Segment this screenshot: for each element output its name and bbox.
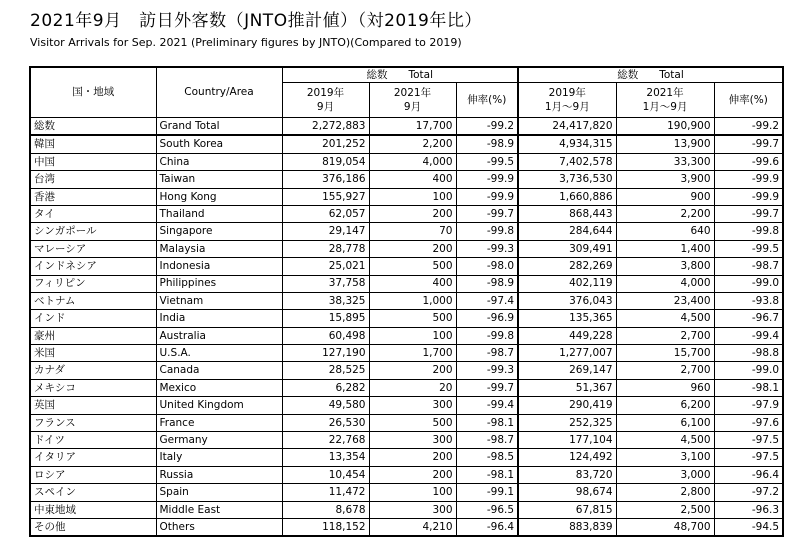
growth-rate-ytd: -96.7: [714, 310, 783, 327]
growth-rate-ytd: -97.6: [714, 414, 783, 431]
country-name-jp: シンガポール: [30, 223, 156, 240]
value-2019-sep: 49,580: [282, 397, 369, 414]
table-row: [30, 501, 783, 518]
table-row: [30, 205, 783, 222]
value-2021-ytd: 6,200: [616, 397, 714, 414]
table-row: [30, 223, 783, 240]
table-row: [30, 310, 783, 327]
growth-rate-ytd: -98.7: [714, 258, 783, 275]
value-2021-ytd: 48,700: [616, 518, 714, 536]
country-name-en: Mexico: [156, 379, 282, 396]
country-name-en: Taiwan: [156, 171, 282, 188]
growth-rate-ytd: -99.0: [714, 275, 783, 292]
table-row: [30, 518, 783, 536]
value-2019-sep: 201,252: [282, 135, 369, 153]
growth-rate-ytd: -96.3: [714, 501, 783, 518]
growth-rate-ytd: -97.9: [714, 397, 783, 414]
value-2021-ytd: 6,100: [616, 414, 714, 431]
value-2019-ytd: 269,147: [518, 362, 616, 379]
value-2019-sep: 29,147: [282, 223, 369, 240]
header-growth: 伸率(%): [456, 83, 518, 118]
value-2021-ytd: 2,700: [616, 362, 714, 379]
value-2019-ytd: 883,839: [518, 518, 616, 536]
growth-rate: -99.3: [456, 362, 518, 379]
value-2021-sep: 500: [369, 258, 456, 275]
growth-rate: -99.9: [456, 188, 518, 205]
country-name-jp: イタリア: [30, 449, 156, 466]
growth-rate-ytd: -99.7: [714, 135, 783, 153]
country-name-en: Singapore: [156, 223, 282, 240]
header-country-en: Country/Area: [156, 67, 282, 118]
value-2019-sep: 2,272,883: [282, 118, 369, 136]
value-2021-sep: 300: [369, 501, 456, 518]
table-row: [30, 258, 783, 275]
country-name-jp: 台湾: [30, 171, 156, 188]
value-2019-ytd: 7,402,578: [518, 153, 616, 170]
table-row: [30, 432, 783, 449]
value-2021-sep: 300: [369, 432, 456, 449]
value-2019-ytd: 868,443: [518, 205, 616, 222]
growth-rate-ytd: -98.8: [714, 345, 783, 362]
value-2019-ytd: 124,492: [518, 449, 616, 466]
value-2019-sep: 37,758: [282, 275, 369, 292]
value-2021-sep: 400: [369, 171, 456, 188]
value-2021-ytd: 13,900: [616, 135, 714, 153]
value-2021-sep: 1,700: [369, 345, 456, 362]
header-country-jp: 国・地域: [30, 67, 156, 118]
country-name-en: Italy: [156, 449, 282, 466]
country-name-jp: 米国: [30, 345, 156, 362]
country-name-jp: ドイツ: [30, 432, 156, 449]
country-name-jp: ロシア: [30, 466, 156, 483]
growth-rate-ytd: -96.4: [714, 466, 783, 483]
value-2019-ytd: 402,119: [518, 275, 616, 292]
value-2019-ytd: 51,367: [518, 379, 616, 396]
header-group-month: 総数 Total: [282, 67, 518, 83]
value-2019-sep: 118,152: [282, 518, 369, 536]
growth-rate: -99.8: [456, 327, 518, 344]
value-2019-ytd: 24,417,820: [518, 118, 616, 136]
growth-rate-ytd: -99.4: [714, 327, 783, 344]
country-name-jp: 総数: [30, 118, 156, 136]
table-row: [30, 466, 783, 483]
growth-rate-ytd: -99.7: [714, 205, 783, 222]
growth-rate-ytd: -97.5: [714, 449, 783, 466]
table-body: [30, 118, 783, 537]
value-2019-ytd: 177,104: [518, 432, 616, 449]
value-2019-sep: 819,054: [282, 153, 369, 170]
country-name-jp: 豪州: [30, 327, 156, 344]
growth-rate: -99.5: [456, 153, 518, 170]
value-2021-sep: 200: [369, 240, 456, 257]
country-name-en: Indonesia: [156, 258, 282, 275]
value-2021-sep: 1,000: [369, 292, 456, 309]
value-2021-ytd: 960: [616, 379, 714, 396]
country-name-jp: メキシコ: [30, 379, 156, 396]
value-2019-ytd: 376,043: [518, 292, 616, 309]
value-2019-sep: 15,895: [282, 310, 369, 327]
value-2019-sep: 38,325: [282, 292, 369, 309]
growth-rate-ytd: -99.9: [714, 188, 783, 205]
country-name-en: United Kingdom: [156, 397, 282, 414]
country-name-en: Australia: [156, 327, 282, 344]
value-2021-sep: 4,000: [369, 153, 456, 170]
table-row: [30, 379, 783, 396]
growth-rate-ytd: -99.0: [714, 362, 783, 379]
growth-rate-ytd: -99.2: [714, 118, 783, 136]
value-2021-ytd: 3,800: [616, 258, 714, 275]
table-row: [30, 345, 783, 362]
value-2019-sep: 6,282: [282, 379, 369, 396]
value-2019-ytd: 1,660,886: [518, 188, 616, 205]
value-2021-sep: 70: [369, 223, 456, 240]
value-2021-ytd: 1,400: [616, 240, 714, 257]
value-2021-ytd: 2,200: [616, 205, 714, 222]
value-2019-ytd: 4,934,315: [518, 135, 616, 153]
country-name-jp: マレーシア: [30, 240, 156, 257]
table-row: [30, 484, 783, 501]
table-row: [30, 171, 783, 188]
value-2021-sep: 4,210: [369, 518, 456, 536]
value-2021-sep: 2,200: [369, 135, 456, 153]
value-2019-ytd: 290,419: [518, 397, 616, 414]
country-name-en: Malaysia: [156, 240, 282, 257]
country-name-jp: カナダ: [30, 362, 156, 379]
country-name-en: Hong Kong: [156, 188, 282, 205]
country-name-en: Canada: [156, 362, 282, 379]
country-name-en: India: [156, 310, 282, 327]
value-2019-sep: 13,354: [282, 449, 369, 466]
table-row: [30, 327, 783, 344]
value-2019-sep: 22,768: [282, 432, 369, 449]
table-row: [30, 449, 783, 466]
value-2021-sep: 200: [369, 449, 456, 466]
value-2021-ytd: 3,100: [616, 449, 714, 466]
growth-rate: -98.9: [456, 275, 518, 292]
value-2019-sep: 376,186: [282, 171, 369, 188]
table-row: [30, 275, 783, 292]
value-2019-sep: 60,498: [282, 327, 369, 344]
value-2021-sep: 100: [369, 484, 456, 501]
growth-rate-ytd: -99.6: [714, 153, 783, 170]
growth-rate-ytd: -99.9: [714, 171, 783, 188]
growth-rate-ytd: -93.8: [714, 292, 783, 309]
growth-rate: -98.1: [456, 414, 518, 431]
country-name-en: France: [156, 414, 282, 431]
value-2019-ytd: 252,325: [518, 414, 616, 431]
table-row: [30, 397, 783, 414]
growth-rate: -96.5: [456, 501, 518, 518]
header-2021-ytd: 2021年 1月～9月: [616, 83, 714, 118]
country-name-jp: スペイン: [30, 484, 156, 501]
value-2021-sep: 200: [369, 205, 456, 222]
value-2019-ytd: 83,720: [518, 466, 616, 483]
table-row: [30, 414, 783, 431]
value-2019-ytd: 3,736,530: [518, 171, 616, 188]
value-2019-sep: 155,927: [282, 188, 369, 205]
value-2021-sep: 500: [369, 310, 456, 327]
country-name-en: Grand Total: [156, 118, 282, 136]
table-row: [30, 292, 783, 309]
growth-rate-ytd: -99.8: [714, 223, 783, 240]
growth-rate-ytd: -97.5: [714, 432, 783, 449]
table-row: [30, 240, 783, 257]
country-name-jp: 中東地域: [30, 501, 156, 518]
value-2021-ytd: 23,400: [616, 292, 714, 309]
growth-rate: -99.1: [456, 484, 518, 501]
country-name-en: Thailand: [156, 205, 282, 222]
value-2019-ytd: 282,269: [518, 258, 616, 275]
value-2019-ytd: 449,228: [518, 327, 616, 344]
value-2021-sep: 400: [369, 275, 456, 292]
growth-rate: -99.9: [456, 171, 518, 188]
growth-rate-ytd: -97.2: [714, 484, 783, 501]
country-name-jp: タイ: [30, 205, 156, 222]
value-2019-ytd: 98,674: [518, 484, 616, 501]
value-2021-ytd: 15,700: [616, 345, 714, 362]
value-2021-ytd: 640: [616, 223, 714, 240]
value-2021-sep: 100: [369, 188, 456, 205]
page-title: 2021年9月 訪日外客数（JNTO推計値）（対2019年比）: [30, 11, 482, 31]
country-name-en: Others: [156, 518, 282, 536]
table-row: [30, 153, 783, 170]
value-2021-ytd: 2,700: [616, 327, 714, 344]
value-2021-ytd: 2,800: [616, 484, 714, 501]
value-2019-ytd: 309,491: [518, 240, 616, 257]
growth-rate: -96.4: [456, 518, 518, 536]
value-2021-sep: 500: [369, 414, 456, 431]
growth-rate-ytd: -94.5: [714, 518, 783, 536]
country-name-jp: インドネシア: [30, 258, 156, 275]
header-2019-ytd: 2019年 1月～9月: [518, 83, 616, 118]
country-name-en: Vietnam: [156, 292, 282, 309]
value-2021-sep: 200: [369, 466, 456, 483]
country-name-en: U.S.A.: [156, 345, 282, 362]
header-growth-ytd: 伸率(%): [714, 83, 783, 118]
value-2019-sep: 8,678: [282, 501, 369, 518]
growth-rate: -99.4: [456, 397, 518, 414]
growth-rate: -99.2: [456, 118, 518, 136]
country-name-en: Middle East: [156, 501, 282, 518]
value-2021-sep: 100: [369, 327, 456, 344]
country-name-jp: 中国: [30, 153, 156, 170]
growth-rate: -99.3: [456, 240, 518, 257]
growth-rate: -98.7: [456, 432, 518, 449]
country-name-en: Philippines: [156, 275, 282, 292]
page-subtitle: Visitor Arrivals for Sep. 2021 (Preliminary figures by JNTO)(Compared to 2019): [30, 36, 462, 49]
value-2021-ytd: 4,500: [616, 310, 714, 327]
value-2021-ytd: 900: [616, 188, 714, 205]
growth-rate: -99.8: [456, 223, 518, 240]
header-2019-sep: 2019年 9月: [282, 83, 369, 118]
value-2019-sep: 11,472: [282, 484, 369, 501]
country-name-jp: 香港: [30, 188, 156, 205]
value-2021-sep: 200: [369, 362, 456, 379]
country-name-en: Russia: [156, 466, 282, 483]
growth-rate: -98.5: [456, 449, 518, 466]
value-2021-ytd: 4,000: [616, 275, 714, 292]
country-name-en: China: [156, 153, 282, 170]
value-2019-sep: 28,525: [282, 362, 369, 379]
growth-rate-ytd: -99.5: [714, 240, 783, 257]
growth-rate: -99.7: [456, 379, 518, 396]
country-name-jp: フィリピン: [30, 275, 156, 292]
country-name-jp: 英国: [30, 397, 156, 414]
value-2019-ytd: 67,815: [518, 501, 616, 518]
value-2021-ytd: 190,900: [616, 118, 714, 136]
value-2019-sep: 26,530: [282, 414, 369, 431]
growth-rate-ytd: -98.1: [714, 379, 783, 396]
growth-rate: -99.7: [456, 205, 518, 222]
growth-rate: -97.4: [456, 292, 518, 309]
value-2021-ytd: 2,500: [616, 501, 714, 518]
arrivals-table: [29, 66, 784, 537]
table-row: [30, 362, 783, 379]
header-group-ytd: 総数 Total: [518, 67, 783, 83]
value-2019-sep: 62,057: [282, 205, 369, 222]
value-2021-sep: 17,700: [369, 118, 456, 136]
country-name-en: Germany: [156, 432, 282, 449]
value-2019-sep: 127,190: [282, 345, 369, 362]
value-2019-sep: 28,778: [282, 240, 369, 257]
value-2021-sep: 20: [369, 379, 456, 396]
table-row: [30, 135, 783, 153]
country-name-jp: その他: [30, 518, 156, 536]
country-name-jp: フランス: [30, 414, 156, 431]
country-name-en: South Korea: [156, 135, 282, 153]
growth-rate: -98.1: [456, 466, 518, 483]
value-2021-sep: 300: [369, 397, 456, 414]
value-2021-ytd: 33,300: [616, 153, 714, 170]
country-name-en: Spain: [156, 484, 282, 501]
value-2019-ytd: 1,277,007: [518, 345, 616, 362]
value-2019-sep: 25,021: [282, 258, 369, 275]
value-2021-ytd: 4,500: [616, 432, 714, 449]
growth-rate: -98.0: [456, 258, 518, 275]
growth-rate: -98.9: [456, 135, 518, 153]
value-2021-ytd: 3,900: [616, 171, 714, 188]
country-name-jp: インド: [30, 310, 156, 327]
table-row: [30, 118, 783, 136]
table-row: [30, 188, 783, 205]
header-2021-sep: 2021年 9月: [369, 83, 456, 118]
value-2019-ytd: 284,644: [518, 223, 616, 240]
value-2019-ytd: 135,365: [518, 310, 616, 327]
country-name-jp: ベトナム: [30, 292, 156, 309]
growth-rate: -96.9: [456, 310, 518, 327]
growth-rate: -98.7: [456, 345, 518, 362]
value-2021-ytd: 3,000: [616, 466, 714, 483]
value-2019-sep: 10,454: [282, 466, 369, 483]
country-name-jp: 韓国: [30, 135, 156, 153]
